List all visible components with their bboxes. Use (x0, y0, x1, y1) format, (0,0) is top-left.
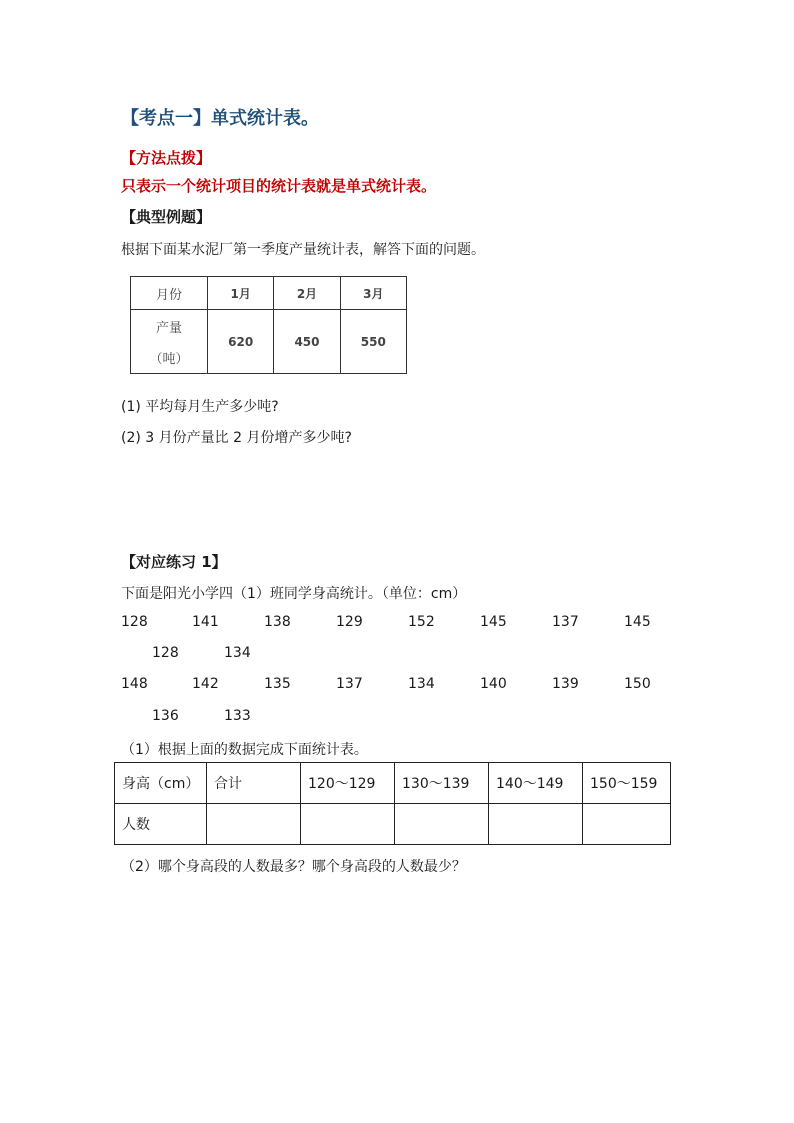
table-header-cell: 130～139 (395, 763, 489, 804)
height-value: 136 (152, 708, 179, 724)
practice-intro: 下面是阳光小学四（1）班同学身高统计。（单位：cm） (121, 586, 467, 602)
height-value: 142 (192, 676, 219, 692)
answer-cell[interactable] (489, 804, 583, 845)
answer-cell[interactable] (207, 804, 301, 845)
answer-cell[interactable] (395, 804, 489, 845)
height-value: 152 (408, 614, 435, 630)
table-header-cell: 120～129 (301, 763, 395, 804)
practice-question-2: （2）哪个身高段的人数最多？哪个身高段的人数最少？ (121, 859, 466, 875)
height-value: 128 (152, 645, 179, 661)
height-value: 137 (336, 676, 363, 692)
table-header-cell: 合计 (207, 763, 301, 804)
method-heading: 【方法点拨】 (121, 149, 212, 167)
table-cell: 620 (208, 310, 274, 374)
row-label-line: 产量 (155, 320, 182, 336)
height-value: 145 (480, 614, 507, 630)
height-value: 138 (264, 614, 291, 630)
height-value: 134 (408, 676, 435, 692)
row-label-unit: （吨） (149, 351, 189, 367)
table-row-label (131, 310, 208, 374)
practice-heading: 【对应练习 1】 (121, 553, 227, 571)
height-value: 145 (624, 614, 651, 630)
height-value: 129 (336, 614, 363, 630)
table-header-cell: 3月 (340, 277, 406, 310)
height-value: 137 (552, 614, 579, 630)
answer-cell[interactable] (301, 804, 395, 845)
answer-cell[interactable] (583, 804, 671, 845)
table-header-cell: 140～149 (489, 763, 583, 804)
table-row-label: 人数 (115, 804, 207, 845)
example-heading: 【典型例题】 (121, 208, 212, 226)
practice-question-1: （1）根据上面的数据完成下面统计表。 (121, 742, 368, 758)
table-header-cell: 2月 (274, 277, 340, 310)
table-header-cell: 身高（cm） (115, 763, 207, 804)
height-value: 133 (224, 708, 251, 724)
table-header-cell: 1月 (208, 277, 274, 310)
method-text: 只表示一个统计项目的统计表就是单式统计表。 (121, 177, 437, 195)
example-intro: 根据下面某水泥厂第一季度产量统计表，解答下面的问题。 (121, 242, 485, 258)
production-table (130, 276, 407, 374)
question-1: (1) 平均每月生产多少吨? (121, 399, 279, 415)
height-value: 139 (552, 676, 579, 692)
question-2: (2) 3 月份产量比 2 月份增产多少吨? (121, 430, 352, 446)
height-value: 128 (121, 614, 148, 630)
height-value: 141 (192, 614, 219, 630)
table-header-cell: 月份 (131, 277, 208, 310)
height-table (114, 762, 671, 845)
table-cell: 450 (274, 310, 340, 374)
height-value: 148 (121, 676, 148, 692)
height-value: 135 (264, 676, 291, 692)
table-header-cell: 150～159 (583, 763, 671, 804)
height-value: 134 (224, 645, 251, 661)
table-cell: 550 (340, 310, 406, 374)
height-value: 150 (624, 676, 651, 692)
height-value: 140 (480, 676, 507, 692)
section-title: 【考点一】单式统计表。 (121, 108, 319, 129)
